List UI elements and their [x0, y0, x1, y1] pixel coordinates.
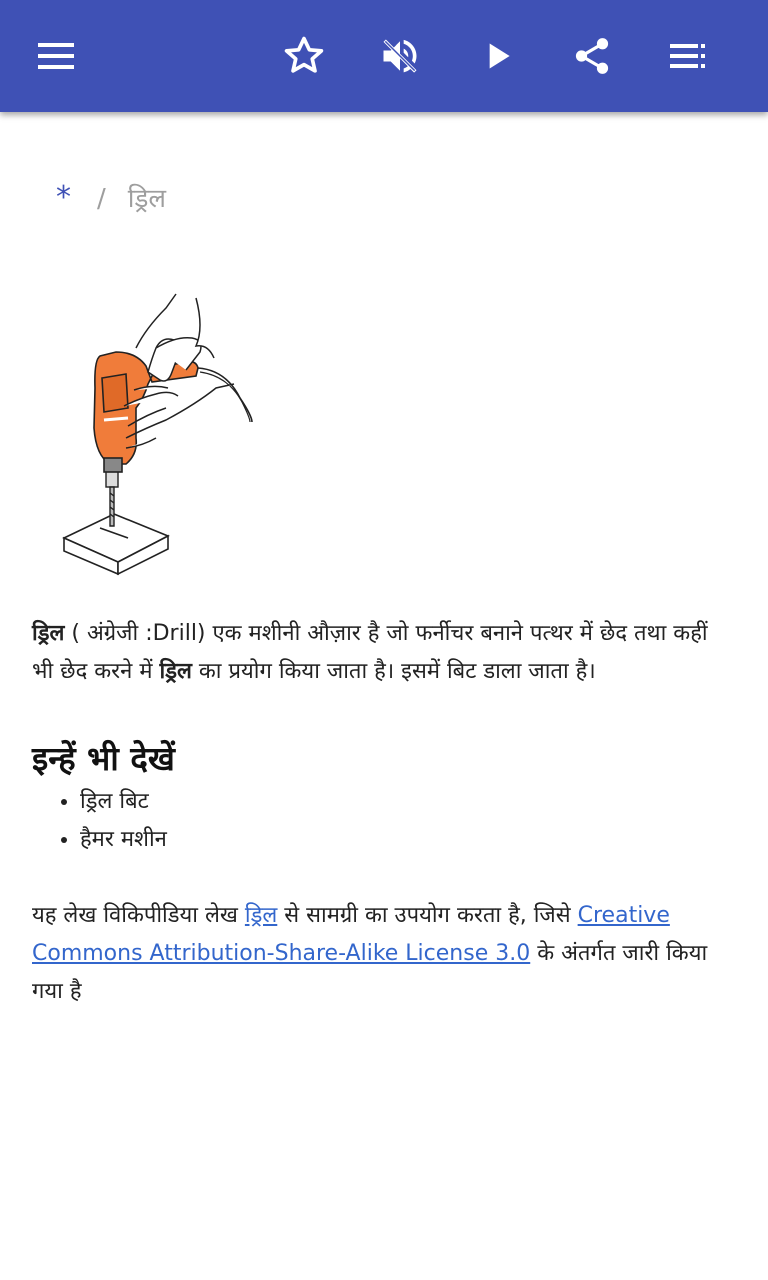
- intro-text-part1: ( अंग्रेजी :Drill) एक मशीनी औज़ार है जो फर्नीचर बनाने पत्थर में छेद तथा कहीं भी छेद करने में: [32, 621, 708, 684]
- breadcrumb: [56, 178, 166, 219]
- intro-paragraph: [32, 615, 732, 691]
- license-paragraph: [32, 897, 732, 1011]
- play-button[interactable]: [470, 28, 526, 84]
- menu-icon: [36, 36, 76, 76]
- app-bar: [0, 0, 768, 112]
- menu-button[interactable]: [28, 28, 84, 84]
- playlist-button[interactable]: [660, 28, 716, 84]
- license-text-part2: से सामग्री का उपयोग करता है, जिसे: [277, 903, 578, 928]
- see-also-list: [32, 783, 732, 859]
- intro-term: ड्रिल: [32, 621, 65, 646]
- share-button[interactable]: [564, 28, 620, 84]
- intro-term-repeat: ड्रिल: [159, 659, 192, 684]
- playlist-icon: [668, 36, 708, 76]
- breadcrumb-root-link[interactable]: *: [56, 180, 71, 215]
- volume-off-icon: [378, 34, 422, 78]
- see-also-heading: इन्हें भी देखें: [32, 739, 175, 778]
- source-article-link[interactable]: ड्रिल: [244, 903, 278, 928]
- intro-text-part2: का प्रयोग किया जाता है। इसमें बिट डाला जाता है।: [191, 659, 596, 684]
- license-text-part3: के अंतर्गत जारी किया गया है: [32, 941, 708, 1004]
- article-content: [32, 615, 732, 1011]
- play-icon: [478, 36, 518, 76]
- see-also-item[interactable]: • हैमर मशीन: [80, 821, 732, 859]
- share-icon: [571, 35, 613, 77]
- wood-block-shape: [64, 514, 168, 574]
- mute-button[interactable]: [372, 28, 428, 84]
- see-also-item[interactable]: • ड्रिल बिट: [80, 783, 732, 821]
- license-text-part1: यह लेख विकिपीडिया लेख: [32, 903, 245, 928]
- breadcrumb-separator: /: [97, 184, 106, 214]
- breadcrumb-current: ड्रिल: [127, 184, 167, 214]
- star-outline-icon: [282, 34, 326, 78]
- drill-illustration: [56, 288, 262, 578]
- drill-body-shape: [94, 352, 198, 472]
- license-link[interactable]: Creative Commons Attribution-Share-Alike License 3.0: [32, 903, 670, 966]
- bookmark-button[interactable]: [276, 28, 332, 84]
